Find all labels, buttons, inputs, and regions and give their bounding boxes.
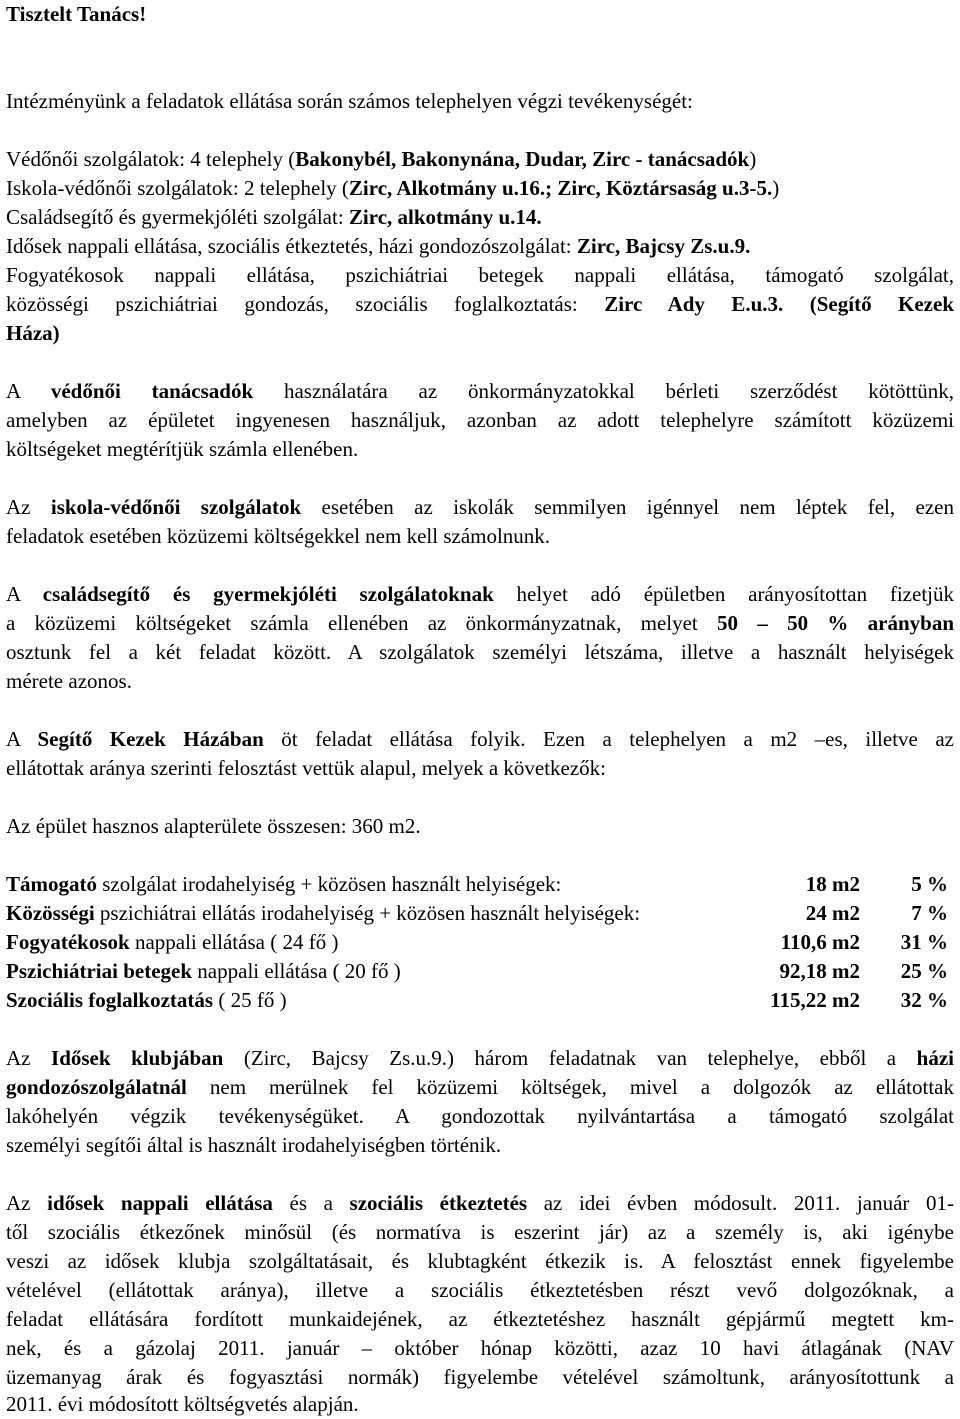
site-line-5: Fogyatékosok nappali ellátása, pszichiátriai betegek nappali ellátása, támogató szolgálat, [6,263,954,287]
allocation-row: Fogyatékosok nappali ellátása ( 24 fő ) 110,6 m2 31 % [6,930,948,954]
allocation-row: Közösségi pszichiátrai ellátás irodahelyiség + közösen használt helyiségek: 24 m2 7 % [6,901,948,925]
site-line-4: Idősek nappali ellátása, szociális étkeztetés, házi gondozószolgálat: Zirc, Bajcsy Zs.u.9. [6,234,751,258]
area-total: Az épület hasznos alapterülete összesen: 360 m2. [6,814,421,838]
site-line-1: Védőnői szolgálatok: 4 telephely (Bakonybél, Bakonynána, Dudar, Zirc - tanácsadók) [6,147,757,171]
site-line-3: Családsegítő és gyermekjóléti szolgálat: Zirc, alkotmány u.14. [6,205,542,229]
allocation-row: Pszichiátriai betegek nappali ellátása ( 20 fő ) 92,18 m2 25 % [6,959,948,983]
allocation-row: Szociális foglalkoztatás ( 25 fő ) 115,22 m2 32 % [6,988,948,1012]
site-line-6: közösségi pszichiátriai gondozás, szociális foglalkoztatás: Zirc Ady E.u.3. (Segítő Kezek [6,292,955,316]
greeting: Tisztelt Tanács! [6,2,147,26]
site-line-7: Háza) [6,321,60,345]
allocation-row: Támogató szolgálat irodahelyiség + közösen használt helyiségek: 18 m2 5 % [6,872,948,896]
intro-text: Intézményünk a feladatok ellátása során számos telephelyen végzi tevékenységét: [6,89,693,113]
site-line-2: Iskola-védőnői szolgálatok: 2 telephely (Zirc, Alkotmány u.16.; Zirc, Köztársaság u.3-5.) [6,176,780,200]
